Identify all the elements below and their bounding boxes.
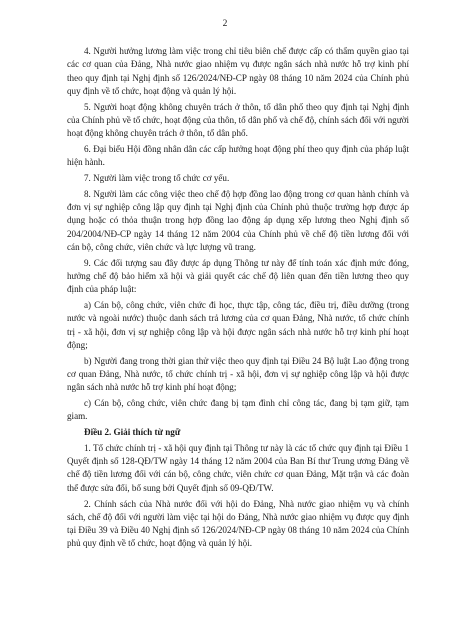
paragraph-item-5: 5. Người hoạt động không chuyên trách ở thôn, tổ dân phố theo quy định tại Nghị định của Chính phủ về tổ chức, hoạt động của thôn, tổ dân phố và chế độ, chính sách đối với người hoạt động không chuyên trách ở thôn, tổ dân phố.	[67, 101, 409, 139]
definition-item-2: 2. Chính sách của Nhà nước đối với hội do Đảng, Nhà nước giao nhiệm vụ và chính sách, chế độ đối với người làm việc tại hội do Đảng, Nhà nước giao nhiệm vụ được quy định tại Điều 39 và Điều 40 Nghị định số 126/2024/NĐ-CP ngày 08 tháng 10 năm 2024 của Chính phủ quy định về tổ chức, hoạt động và quản lý hội.	[67, 498, 409, 549]
paragraph-item-6: 6. Đại biểu Hội đồng nhân dân các cấp hưởng hoạt động phí theo quy định của pháp luật hiện hành.	[67, 143, 409, 168]
paragraph-item-4: 4. Người hưởng lương làm việc trong chỉ tiêu biên chế được cấp có thẩm quyền giao tại các cơ quan của Đảng, Nhà nước giao nhiệm vụ được ngân sách nhà nước hỗ trợ kinh phí theo quy định tại Nghị định số 126/2024/NĐ-CP ngày 08 tháng 10 năm 2024 của Chính phủ quy định về tổ chức, hoạt động và quản lý hội.	[67, 46, 409, 96]
article-2-heading: Điều 2. Giải thích từ ngữ	[84, 427, 181, 438]
paragraph-subitem-c: c) Cán bộ, công chức, viên chức đang bị tạm đình chỉ công tác, đang bị tạm giữ, tạm giam.	[67, 398, 409, 422]
paragraph-subitem-a: a) Cán bộ, công chức, viên chức đi học, thực tập, công tác, điều trị, điều dưỡng (trong nước và ngoài nước) thuộc danh sách trả lương của cơ quan Đảng, Nhà nước, tổ chức chính trị - xã hội, đơn vị sự nghiệp công lập và hội được ngân sách nhà nước hỗ trợ kinh phí hoạt động;	[67, 300, 409, 350]
paragraph-item-9: 9. Các đối tượng sau đây được áp dụng Thông tư này để tính toán xác định mức đóng, hưởng chế độ bảo hiểm xã hội và giải quyết các chế độ liên quan đến tiền lương theo quy định của pháp luật:	[67, 257, 409, 295]
paragraph-subitem-b: b) Người đang trong thời gian thử việc theo quy định tại Điều 24 Bộ luật Lao động trong cơ quan Đảng, Nhà nước, tổ chức chính trị - xã hội, đơn vị sự nghiệp công lập và hội được ngân sách nhà nước hỗ trợ kinh phí hoạt động;	[67, 355, 409, 393]
paragraph-item-8: 8. Người làm các công việc theo chế độ hợp đồng lao động trong cơ quan hành chính và đơn vị sự nghiệp công lập quy định tại Nghị định của Chính phủ thuộc trường hợp được áp dụng hoặc có thỏa thuận trong hợp đồng lao động áp dụng xếp lương theo Nghị định số 204/2004/NĐ-CP ngày 14 tháng 12 năm 2004 của Chính phủ về chế độ tiền lương đối với cán bộ, công chức, viên chức và lực lượng vũ trang.	[67, 188, 409, 252]
definition-item-1: 1. Tổ chức chính trị - xã hội quy định tại Thông tư này là các tổ chức quy định tại Điều 1 Quyết định số 128-QĐ/TW ngày 14 tháng 12 năm 2004 của Ban Bí thư Trung ương Đảng về chế độ tiền lương đối với cán bộ, công chức, viên chức cơ quan Đảng, Mặt trận và các đoàn thể được sửa đổi, bổ sung bởi Quyết định số 09-QĐ/TW.	[67, 442, 409, 493]
paragraph-item-7: 7. Người làm việc trong tổ chức cơ yếu.	[84, 173, 230, 184]
document-body	[67, 45, 409, 553]
page-number: 2	[222, 19, 228, 29]
